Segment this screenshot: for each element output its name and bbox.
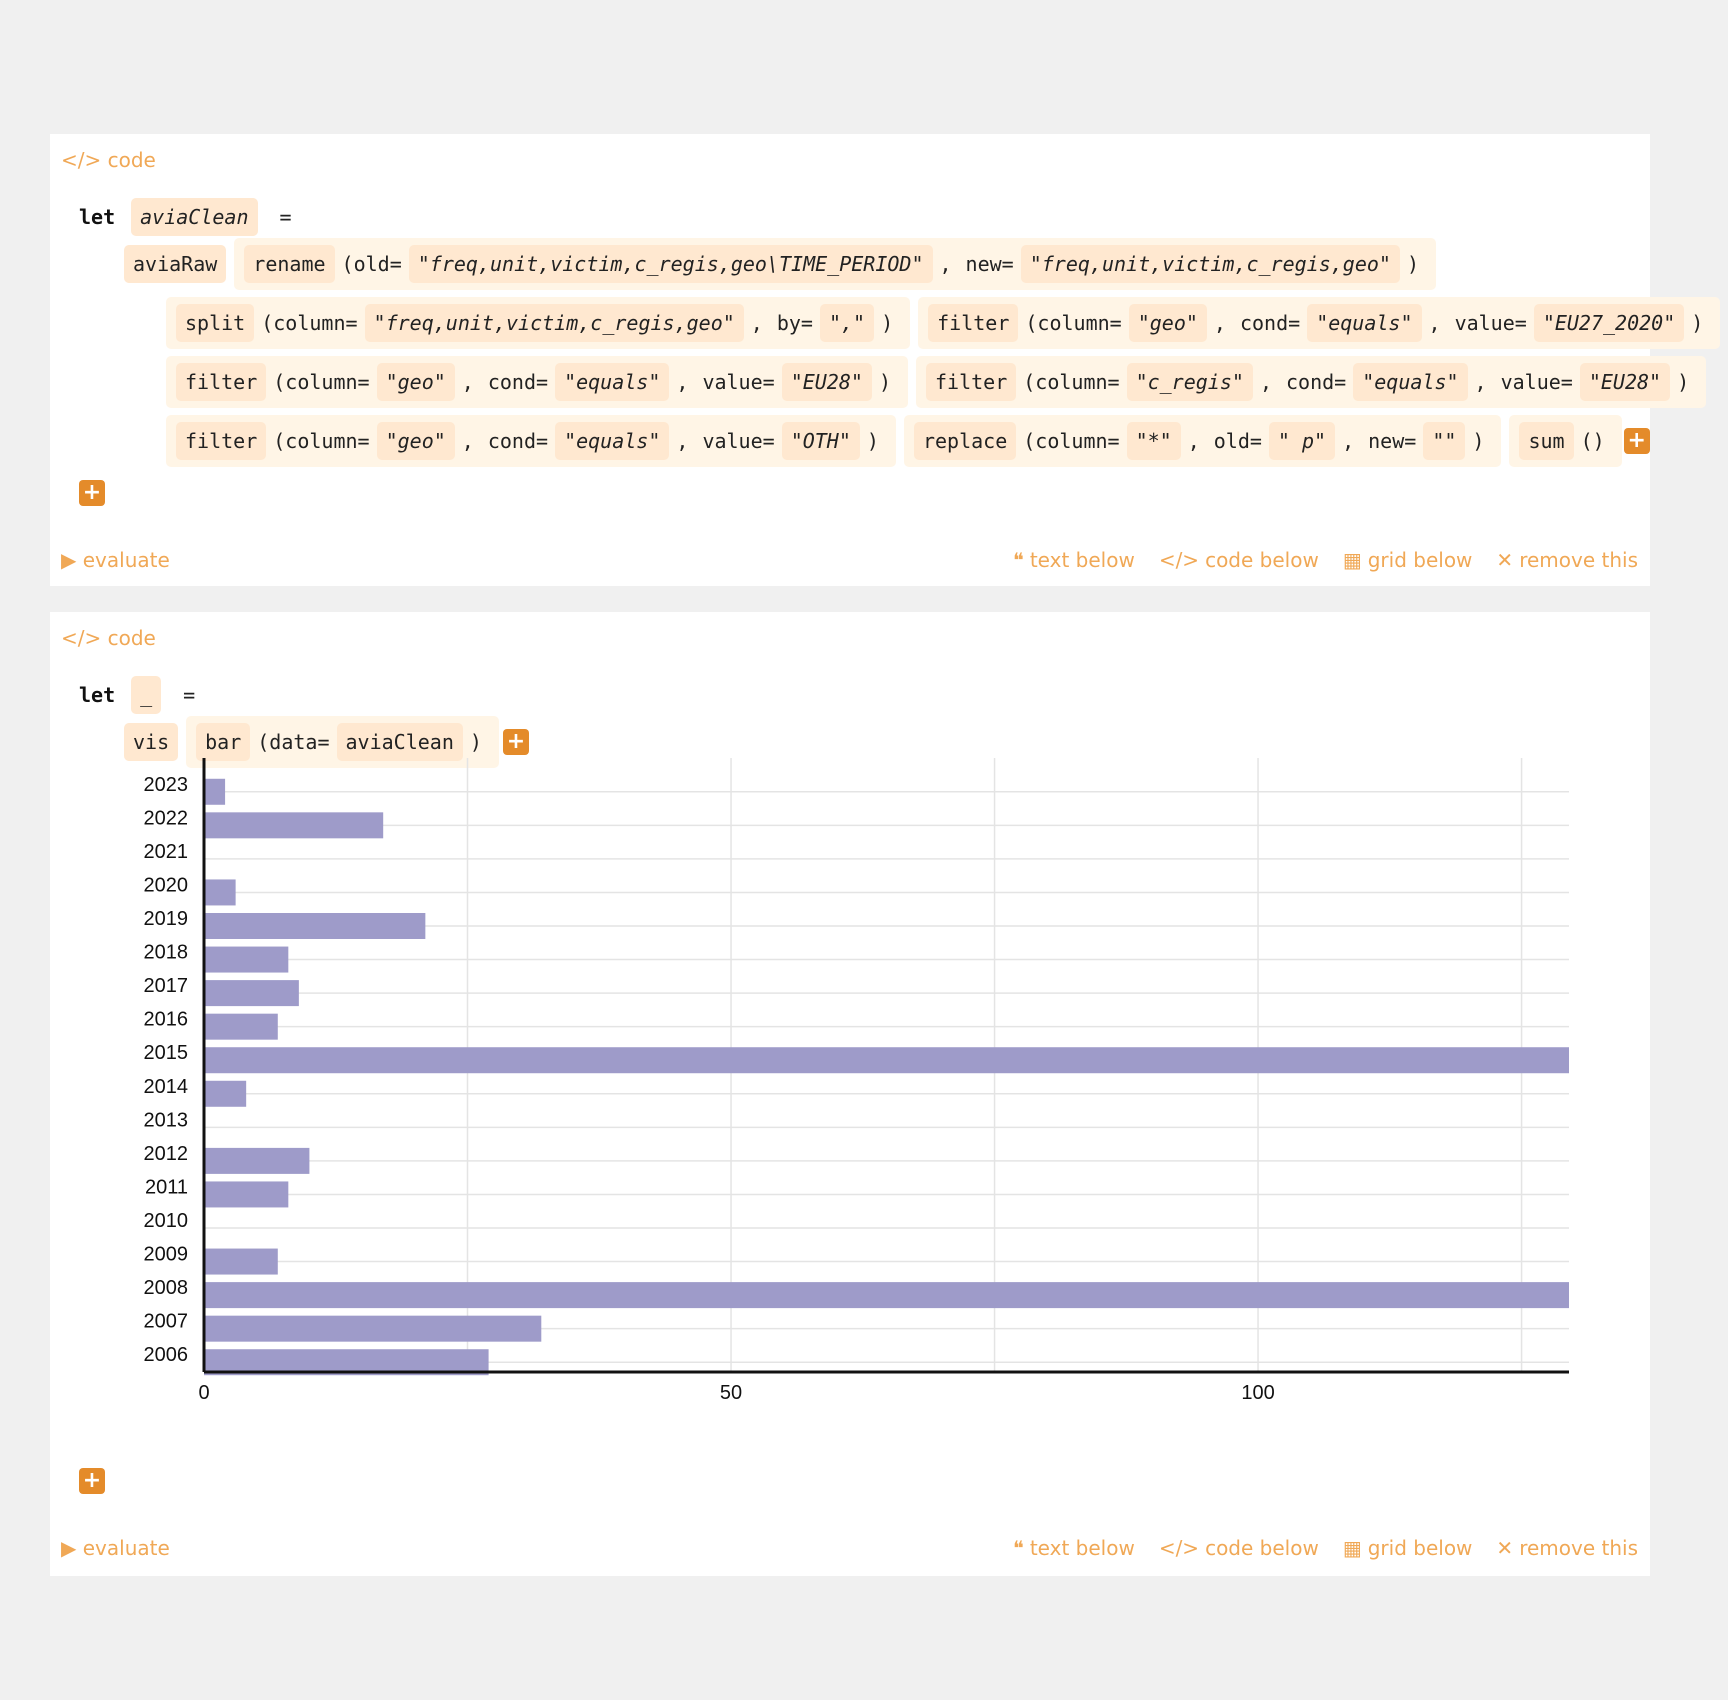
arg-label: old= [1213, 429, 1262, 453]
arg-label: (column= [1023, 429, 1120, 453]
bar-2016 [204, 1014, 278, 1040]
filter-step-4 [166, 415, 896, 467]
plus-icon[interactable]: + [503, 729, 529, 755]
plus-icon[interactable]: + [1624, 428, 1650, 454]
code-below-button[interactable] [1159, 548, 1319, 572]
fn-name[interactable]: filter [926, 363, 1016, 401]
arg-value[interactable]: "geo" [377, 363, 455, 401]
y-tick-label: 2014 [143, 1075, 188, 1098]
pipeline-row-1 [124, 238, 1444, 290]
pipeline-row-2 [166, 297, 1728, 349]
close-paren: ) [878, 370, 891, 394]
arg-value[interactable]: "geo" [377, 422, 455, 460]
let-keyword: let [79, 683, 116, 707]
arg-label: (column= [273, 370, 370, 394]
separator: , [1213, 311, 1226, 335]
close-paren: ) [881, 311, 894, 335]
play-icon: ▶ [61, 1536, 77, 1560]
evaluate-label: evaluate [82, 1536, 170, 1560]
arg-value[interactable]: "equals" [1353, 363, 1467, 401]
cell-footer [50, 1528, 1650, 1568]
close-paren: ) [1472, 429, 1485, 453]
plus-icon[interactable]: + [79, 480, 105, 506]
fn-name[interactable]: filter [928, 304, 1018, 342]
arg-label: value= [702, 429, 775, 453]
y-tick-label: 2007 [143, 1310, 188, 1333]
close-icon: ✕ [1496, 1536, 1514, 1560]
arg-label: cond= [487, 370, 549, 394]
remove-this-label: remove this [1519, 548, 1638, 572]
separator: , [676, 429, 689, 453]
y-tick-label: 2015 [143, 1042, 188, 1065]
arg-value[interactable]: "equals" [555, 363, 669, 401]
separator: , [1187, 429, 1200, 453]
grid-below-label: grid below [1367, 548, 1473, 572]
arg-value[interactable]: "*" [1127, 422, 1181, 460]
arg-label: (column= [273, 429, 370, 453]
remove-this-button[interactable] [1496, 1536, 1638, 1560]
arg-value[interactable]: "freq,unit,victim,c_regis,geo" [365, 304, 744, 342]
bar-2009 [204, 1249, 278, 1275]
plus-icon[interactable]: + [79, 1468, 105, 1494]
grid-icon: ▦ [1342, 1536, 1362, 1560]
arg-label: (column= [261, 311, 358, 335]
bar-chart [50, 758, 1650, 1404]
let-keyword: let [79, 205, 116, 229]
bar-2012 [204, 1148, 309, 1174]
cell-footer [50, 540, 1650, 580]
arg-value[interactable]: "equals" [1307, 304, 1421, 342]
variable-name[interactable]: aviaClean [131, 198, 257, 236]
bar-2019 [204, 913, 425, 939]
arg-label: new= [1368, 429, 1417, 453]
evaluate-label: evaluate [82, 548, 170, 572]
evaluate-button[interactable] [61, 1536, 170, 1560]
filter-step-1 [918, 297, 1720, 349]
evaluate-button[interactable] [61, 548, 170, 572]
separator: , [461, 370, 474, 394]
close-paren: ) [1677, 370, 1690, 394]
grid-icon: ▦ [1342, 548, 1362, 572]
y-tick-label: 2016 [143, 1008, 188, 1031]
arg-value[interactable]: "EU27_2020" [1534, 304, 1684, 342]
replace-step [904, 415, 1502, 467]
bar-2015 [204, 1047, 1569, 1073]
arg-label: cond= [487, 429, 549, 453]
arg-label: value= [1454, 311, 1527, 335]
code-icon: </> [61, 148, 102, 172]
let-line [79, 675, 195, 715]
pipeline-row-3 [166, 356, 1714, 408]
grid-below-button[interactable] [1343, 548, 1473, 572]
quote-icon: ❝ [1013, 548, 1024, 572]
y-tick-label: 2006 [143, 1344, 188, 1367]
remove-this-button[interactable] [1496, 548, 1638, 572]
rename-step [234, 238, 1436, 290]
fn-name[interactable]: replace [914, 422, 1016, 460]
separator: , [676, 370, 689, 394]
arg-value[interactable]: "c_regis" [1127, 363, 1253, 401]
remove-this-label: remove this [1519, 1536, 1638, 1560]
bar-2017 [204, 980, 299, 1006]
bar-2014 [204, 1081, 246, 1107]
arg-label: cond= [1239, 311, 1301, 335]
arg-value[interactable]: "geo" [1129, 304, 1207, 342]
bar-2022 [204, 812, 383, 838]
grid-below-label: grid below [1367, 1536, 1473, 1560]
arg-value[interactable]: "" [1423, 422, 1465, 460]
arg-label: () [1580, 429, 1605, 453]
y-tick-label: 2012 [143, 1142, 188, 1165]
text-below-label: text below [1029, 1536, 1135, 1560]
fn-name[interactable]: split [176, 304, 254, 342]
y-tick-label: 2011 [144, 1176, 188, 1199]
cell-header [61, 148, 156, 172]
close-paren: ) [1406, 252, 1419, 276]
let-line [79, 197, 292, 237]
arg-label: cond= [1285, 370, 1347, 394]
y-tick-label: 2013 [143, 1109, 188, 1132]
code-below-label: code below [1205, 1536, 1319, 1560]
arg-value[interactable]: aviaClean [337, 723, 463, 761]
bar-2011 [204, 1181, 288, 1207]
code-below-label: code below [1205, 548, 1319, 572]
y-tick-label: 2019 [143, 908, 188, 930]
arg-value[interactable]: "freq,unit,victim,c_regis,geo\TIME_PERIOD" [409, 245, 933, 283]
arg-label: (column= [1025, 311, 1122, 335]
code-icon: </> [1158, 1536, 1200, 1560]
separator: , [1259, 370, 1272, 394]
filter-step-2 [166, 356, 908, 408]
arg-value[interactable]: " p" [1269, 422, 1335, 460]
fn-name[interactable]: filter [176, 422, 266, 460]
arg-label: (old= [341, 252, 402, 276]
separator: , [1342, 429, 1355, 453]
fn-name[interactable]: sum [1519, 422, 1573, 460]
y-tick-label: 2021 [143, 840, 188, 863]
x-tick-label: 50 [719, 1382, 743, 1404]
arg-value[interactable]: "," [820, 304, 874, 342]
arg-value[interactable]: "EU28" [1580, 363, 1670, 401]
separator: , [939, 252, 952, 276]
quote-icon: ❝ [1013, 1536, 1024, 1560]
cell-header-label: code [107, 626, 156, 650]
y-tick-label: 2022 [143, 807, 188, 830]
separator: , [1474, 370, 1487, 394]
close-paren: ) [469, 730, 482, 754]
source-name[interactable]: aviaRaw [124, 245, 226, 283]
pipeline-row-4 [166, 415, 1650, 467]
filter-step-3 [916, 356, 1706, 408]
source-name[interactable]: vis [124, 723, 178, 761]
y-tick-label: 2009 [143, 1243, 188, 1266]
separator: , [461, 429, 474, 453]
code-cell-2 [50, 612, 1650, 1576]
code-icon: </> [61, 626, 102, 650]
separator: , [1428, 311, 1441, 335]
y-tick-label: 2018 [143, 941, 188, 964]
close-paren: ) [1691, 311, 1704, 335]
text-below-button[interactable] [1013, 548, 1135, 572]
close-paren: ) [866, 429, 879, 453]
arg-value[interactable]: "freq,unit,victim,c_regis,geo" [1021, 245, 1400, 283]
text-below-label: text below [1029, 548, 1135, 572]
x-tick-label: 0 [198, 1382, 210, 1404]
bar-2007 [204, 1316, 541, 1342]
grid-below-button[interactable] [1343, 1536, 1473, 1560]
arg-value[interactable]: "OTH" [782, 422, 860, 460]
bar-2020 [204, 879, 236, 905]
y-tick-label: 2023 [143, 773, 188, 796]
text-below-button[interactable] [1013, 1536, 1135, 1560]
variable-name[interactable]: _ [131, 676, 161, 714]
y-tick-label: 2010 [143, 1210, 188, 1232]
split-step [166, 297, 910, 349]
arg-label: new= [965, 252, 1014, 276]
close-icon: ✕ [1496, 548, 1514, 572]
cell-header-label: code [107, 148, 156, 172]
arg-label: (data= [257, 730, 330, 754]
y-tick-label: 2020 [143, 874, 188, 897]
fn-name[interactable]: bar [196, 723, 250, 761]
y-tick-label: 2008 [143, 1277, 188, 1300]
arg-value[interactable]: "equals" [555, 422, 669, 460]
fn-name[interactable]: filter [176, 363, 266, 401]
arg-label: (column= [1023, 370, 1120, 394]
arg-value[interactable]: "EU28" [782, 363, 872, 401]
arg-label: value= [702, 370, 775, 394]
arg-label: value= [1500, 370, 1573, 394]
arg-label: by= [776, 311, 813, 335]
cell-header [61, 626, 156, 650]
separator: , [750, 311, 763, 335]
bar-2008 [204, 1282, 1569, 1308]
bar-2023 [204, 779, 225, 805]
equals-sign: = [279, 205, 292, 229]
play-icon: ▶ [61, 548, 77, 572]
code-cell-1 [50, 134, 1704, 586]
fn-name[interactable]: rename [244, 245, 334, 283]
code-below-button[interactable] [1159, 1536, 1319, 1560]
x-tick-label: 100 [1241, 1382, 1275, 1404]
sum-step [1509, 415, 1621, 467]
bar-2018 [204, 947, 288, 973]
code-icon: </> [1158, 548, 1200, 572]
equals-sign: = [183, 683, 196, 707]
y-tick-label: 2017 [143, 975, 188, 998]
